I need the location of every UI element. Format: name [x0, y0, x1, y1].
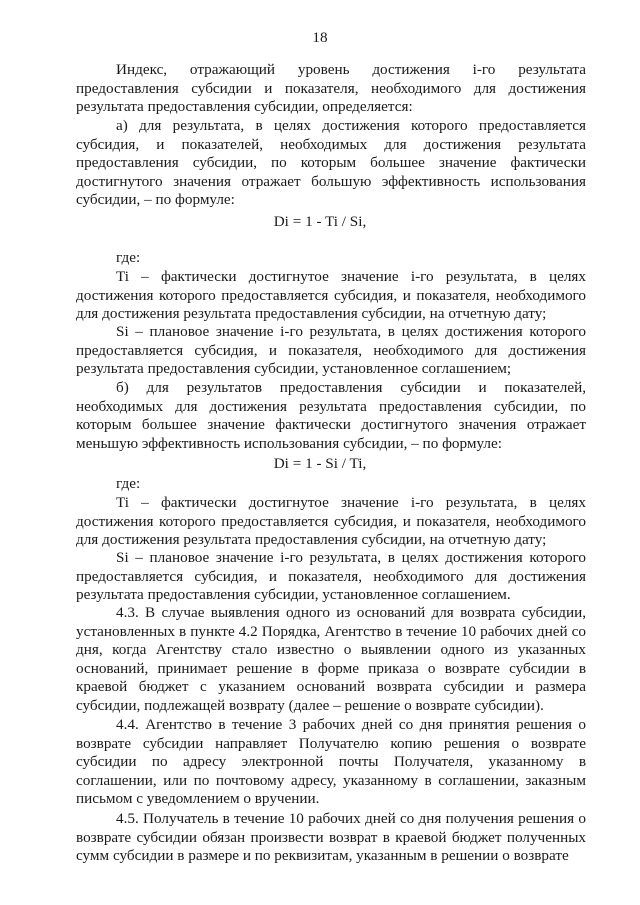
paragraph-ti-definition-1: Ti – фактически достигнутое значение i-го результата, в целях достижения которого предоставляется субсидия, и показателя, необходимого для достижения результата предоставления субсидии, на отчетную дату; — [76, 268, 586, 323]
where-label-2: где: — [116, 475, 141, 492]
page-number: 18 — [312, 29, 328, 46]
paragraph-4-5: 4.5. Получатель в течение 10 рабочих дней со дня получения решения о возврате субсидии обязан произвести возврат в краевой бюджет полученных сумм субсидии в размере и по реквизитам, указанным в решении о возврате — [76, 810, 586, 865]
paragraph-4-3: 4.3. В случае выявления одного из оснований для возврата субсидии, установленных в пункте 4.2 Порядка, Агентство в течение 10 рабочих дней со дня, когда Агентству стало известно о выявлении одного из указанных оснований, принимает решение в форме приказа о возврате субсидии в краевой бюджет с указанием оснований возврата субсидии и размера субсидии, подлежащей возврату (далее – решение о возврате субсидии). — [76, 604, 586, 714]
paragraph-4-4: 4.4. Агентство в течение 3 рабочих дней со дня принятия решения о возврате субсидии направляет Получателю копию решения о возврате субсидии по адресу электронной почты Получателя, указанному в соглашении, или по почтовому адресу, указанному в соглашении, заказным письмом с уведомлением о вручении. — [76, 716, 586, 808]
paragraph-si-definition-2: Si – плановое значение i-го результата, в целях достижения которого предоставляется субсидия, и показателя, необходимого для достижения результата предоставления субсидии, установленное соглашением. — [76, 549, 586, 604]
paragraph-si-definition-1: Si – плановое значение i-го результата, в целях достижения которого предоставляется субсидия, и показателя, необходимого для достижения результата предоставления субсидии, установленное соглашением; — [76, 323, 586, 378]
paragraph-case-a: а) для результата, в целях достижения которого предоставляется субсидия, и показателей, необходимых для достижения результата предоставления субсидии, по которым большее значение фактически достигнутого значения отражает большую эффективность использования субсидии, – по формуле: — [76, 117, 586, 209]
paragraph-case-b: б) для результатов предоставления субсидии и показателей, необходимых для достижения результата предоставления субсидии, по которым большее значение фактически достигнутого значения отражает меньшую эффективность использования субсидии, – по формуле: — [76, 379, 586, 452]
formula-a: Di = 1 - Ti / Si, — [273, 213, 367, 230]
paragraph-index-definition: Индекс, отражающий уровень достижения i-го результата предоставления субсидии и показателя, необходимого для достижения результата предоставления субсидии, определяется: — [76, 61, 586, 116]
where-label-1: где: — [116, 249, 141, 266]
formula-b: Di = 1 - Si / Ti, — [273, 455, 367, 472]
paragraph-ti-definition-2: Ti – фактически достигнутое значение i-го результата, в целях достижения которого предоставляется субсидия, и показателя, необходимого для достижения результата предоставления субсидии, на отчетную дату; — [76, 494, 586, 549]
